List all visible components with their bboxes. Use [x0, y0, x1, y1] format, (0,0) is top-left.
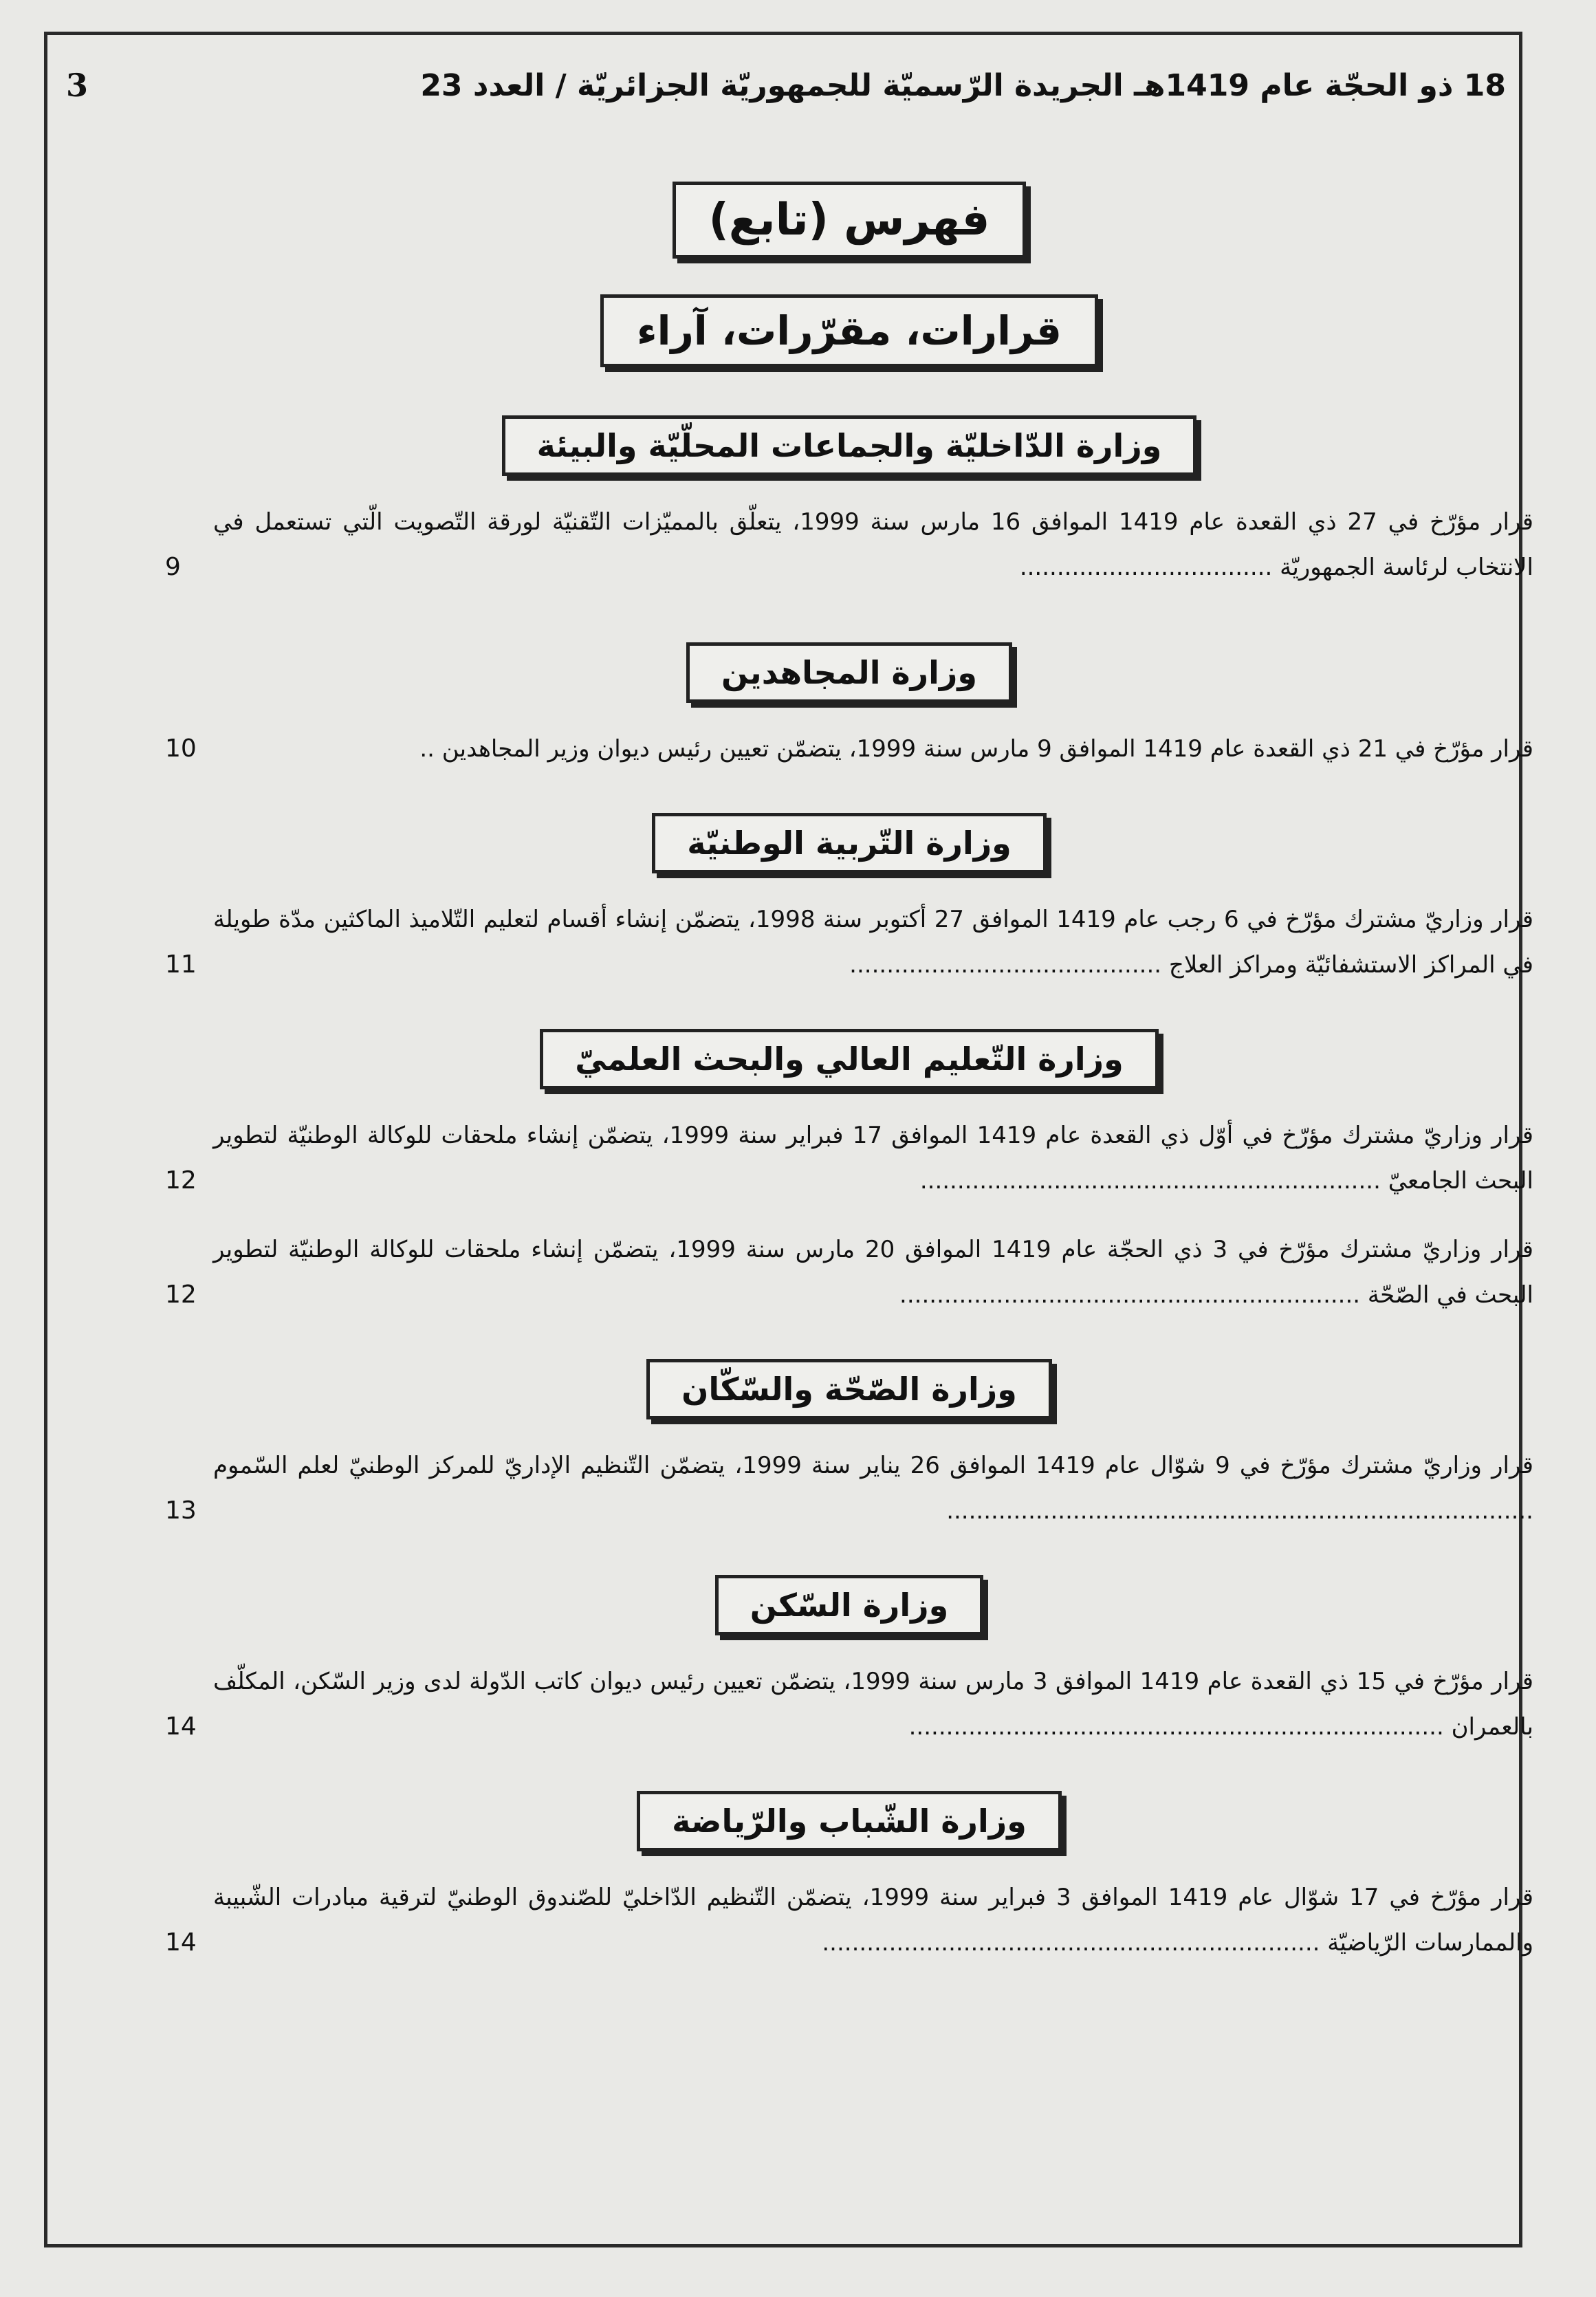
entry-text: قرار وزاريّ مشترك مؤرّخ في 6 رجب عام 1419 الموافق 27 أكتوبر سنة 1998، يتضمّن إنشاء أقسام لتعليم التّلاميذ الماكثين مدّة طويلة في المراكز الاستشفائيّة ومراكز العلاج	[213, 906, 1533, 979]
leader-dots: ..........................................	[849, 951, 1169, 979]
toc-entry[interactable]	[165, 1227, 1533, 1318]
entry-page-number: 14	[165, 1712, 197, 1741]
leader-dots: ..............................................................	[899, 1281, 1368, 1309]
toc-entry[interactable]	[165, 897, 1533, 988]
index-title: فهرس (تابع)	[673, 182, 1027, 259]
entry-page-number: 11	[165, 950, 197, 979]
entry-page-number: 10	[165, 734, 197, 763]
leader-dots: ...................................................................	[822, 1929, 1328, 1957]
toc-entry[interactable]	[165, 726, 1533, 772]
leader-dots: ........................................................................	[908, 1713, 1452, 1741]
leader-dots: ..............................................................	[919, 1167, 1388, 1195]
decisions-heading: قرارات، مقرّرات، آراء	[600, 294, 1098, 367]
entry-page-number: 12	[165, 1281, 197, 1309]
entry-page-number: 9	[165, 553, 181, 581]
leader-dots: ...............................................................................	[946, 1497, 1533, 1525]
toc-entry[interactable]	[165, 1875, 1533, 1966]
toc-entry[interactable]	[165, 499, 1533, 590]
section-title-housing: وزارة السّكن	[715, 1575, 984, 1635]
entry-page-number: 12	[165, 1166, 197, 1195]
leader-dots: ..................................	[1019, 554, 1280, 581]
toc-entry[interactable]	[165, 1443, 1533, 1534]
section-title-mujahideen: وزارة المجاهدين	[686, 642, 1012, 703]
table-of-contents	[165, 165, 1533, 1966]
entry-page-number: 14	[165, 1928, 197, 1957]
toc-entry[interactable]	[165, 1659, 1533, 1750]
entry-text: قرار مؤرّخ في 27 ذي القعدة عام 1419 الموافق 16 مارس سنة 1999، يتعلّق بالمميّزات التّقنيّة لورقة التّصويت الّتي تستعمل في الانتخاب لرئاسة الجمهوريّة	[213, 508, 1533, 581]
section-title-interior: وزارة الدّاخليّة والجماعات المحلّيّة والبيئة	[502, 415, 1197, 476]
entry-text: قرار مؤرّخ في 15 ذي القعدة عام 1419 الموافق 3 مارس سنة 1999، يتضمّن تعيين رئيس ديوان كاتب الدّولة لدى وزير السّكن، المكلّف بالعمران	[213, 1668, 1533, 1741]
entry-text: قرار وزاريّ مشترك مؤرّخ في 3 ذي الحجّة عام 1419 الموافق 20 مارس سنة 1999، يتضمّن إنشاء ملحقات للوكالة الوطنيّة لتطوير البحث في الصّحّة	[213, 1236, 1533, 1309]
leader-dots: ..	[419, 735, 442, 763]
gazette-header-title: 18 ذو الحجّة عام 1419هـ الجريدة الرّسميّة للجمهوريّة الجزائريّة / العدد 23	[420, 67, 1506, 103]
section-title-national-education: وزارة التّربية الوطنيّة	[652, 813, 1047, 873]
entry-text: قرار مؤرّخ في 17 شوّال عام 1419 الموافق 3 فبراير سنة 1999، يتضمّن التّنظيم الدّاخليّ للصّندوق الوطنيّ لترقية مبادرات الشّبيبة والممارسات الرّياضيّة	[213, 1884, 1533, 1957]
entry-text: قرار وزاريّ مشترك مؤرّخ في أوّل ذي القعدة عام 1419 الموافق 17 فبراير سنة 1999، يتضمّن إنشاء ملحقات للوكالة الوطنيّة لتطوير البحث الجامعيّ	[213, 1122, 1534, 1195]
section-title-health: وزارة الصّحّة والسّكّان	[646, 1359, 1052, 1419]
page-header	[62, 58, 1513, 113]
entry-page-number: 13	[165, 1496, 197, 1525]
section-title-youth-sports: وزارة الشّباب والرّياضة	[637, 1791, 1062, 1851]
entry-text: قرار مؤرّخ في 21 ذي القعدة عام 1419 الموافق 9 مارس سنة 1999، يتضمّن تعيين رئيس ديوان وزير المجاهدين	[441, 735, 1533, 763]
toc-entry[interactable]	[165, 1113, 1533, 1204]
entry-text: قرار وزاريّ مشترك مؤرّخ في 9 شوّال عام 1419 الموافق 26 يناير سنة 1999، يتضمّن التّنظيم الإداريّ للمركز الوطنيّ لعلم السّموم	[213, 1452, 1533, 1479]
section-title-higher-education: وزارة التّعليم العالي والبحث العلميّ	[540, 1029, 1158, 1089]
page-number: 3	[66, 67, 89, 104]
